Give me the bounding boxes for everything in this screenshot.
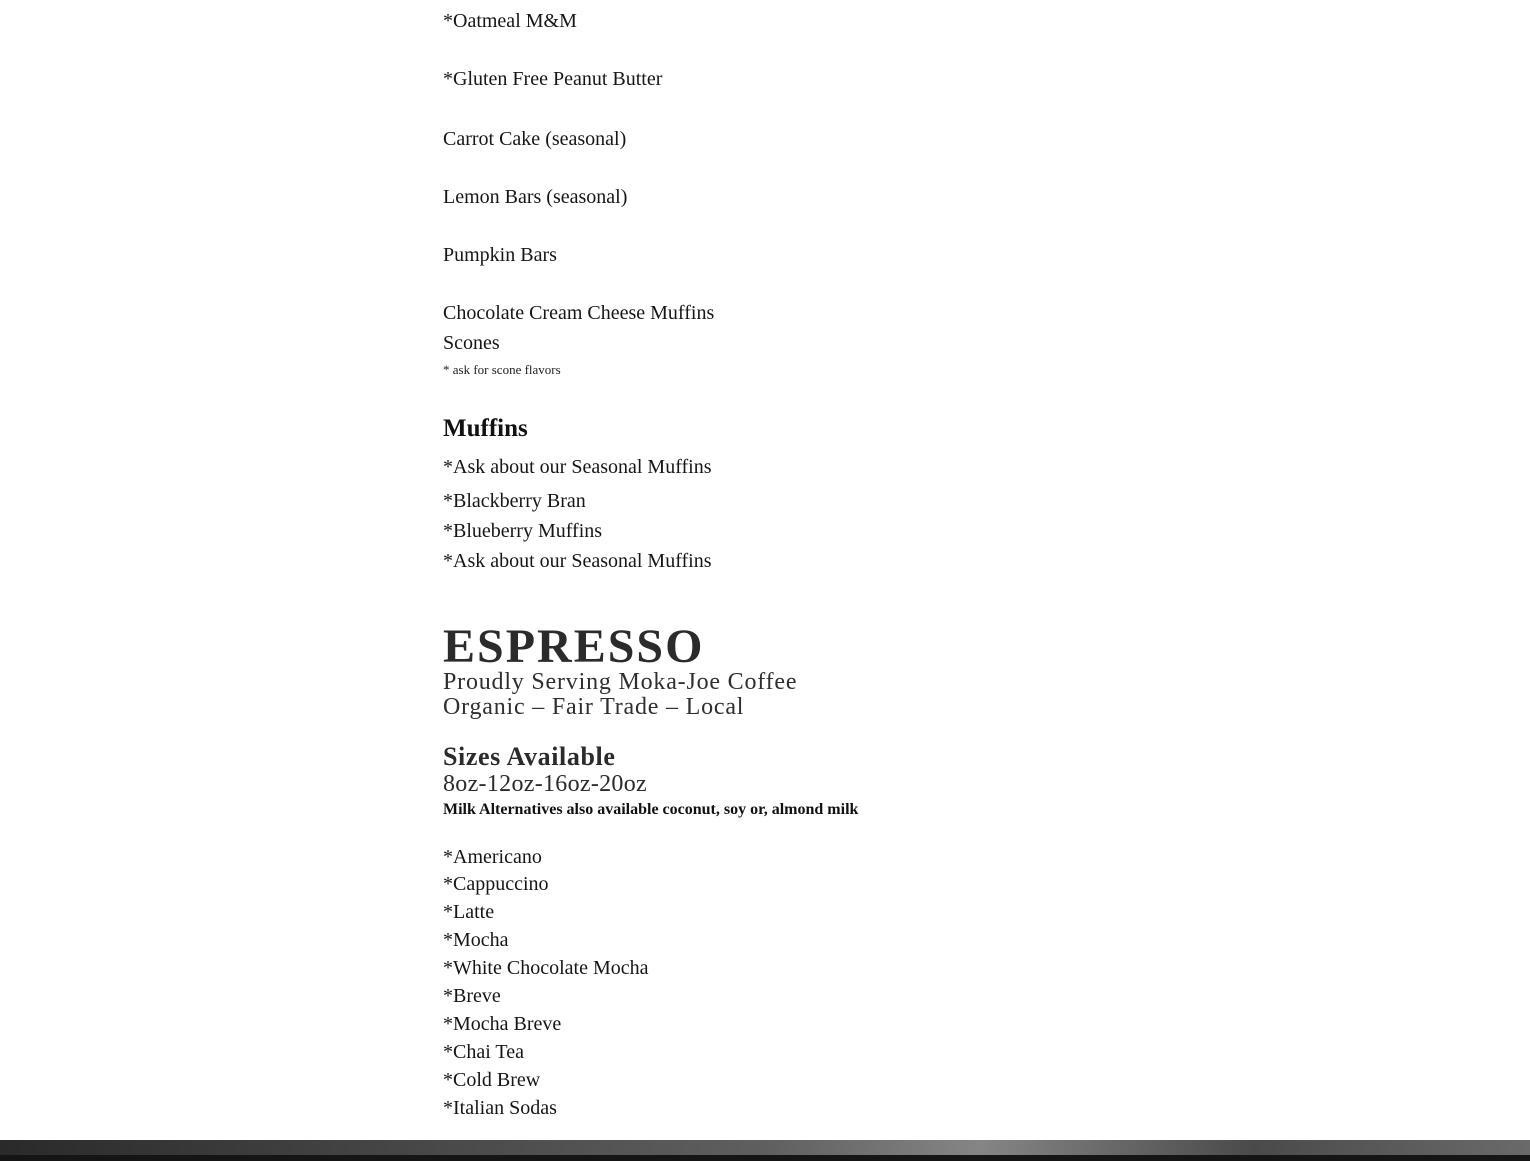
menu-item: Lemon Bars (seasonal) <box>443 186 628 208</box>
muffins-heading: Muffins <box>443 415 528 442</box>
drink-item: *Italian Sodas <box>443 1097 557 1119</box>
menu-item: Chocolate Cream Cheese Muffins <box>443 302 715 324</box>
menu-item: *Blackberry Bran <box>443 490 586 512</box>
menu-item: *Gluten Free Peanut Butter <box>443 68 663 90</box>
drink-item: *Breve <box>443 985 501 1007</box>
espresso-tagline: Organic – Fair Trade – Local <box>443 694 745 720</box>
menu-item: *Blueberry Muffins <box>443 520 603 542</box>
scone-flavors-note: * ask for scone flavors <box>443 362 561 377</box>
drink-item: *Mocha <box>443 929 509 951</box>
milk-alternatives-note: Milk Alternatives also available coconut, soy or, almond milk <box>443 801 859 818</box>
drink-item: *Latte <box>443 901 495 923</box>
menu-item: *Ask about our Seasonal Muffins <box>443 550 712 572</box>
menu-item: Carrot Cake (seasonal) <box>443 128 627 150</box>
menu-item: Pumpkin Bars <box>443 244 557 266</box>
menu-item: *Oatmeal M&M <box>443 10 577 32</box>
drink-item: *Americano <box>443 846 542 868</box>
drink-item: *Cappuccino <box>443 873 549 895</box>
drink-item: *Chai Tea <box>443 1041 524 1063</box>
footer-bar <box>0 1140 1530 1161</box>
espresso-heading: ESPRESSO <box>443 620 705 673</box>
menu-item: Scones <box>443 332 500 354</box>
drink-item: *Mocha Breve <box>443 1013 562 1035</box>
drink-item: *Cold Brew <box>443 1069 541 1091</box>
drink-item: *White Chocolate Mocha <box>443 957 649 979</box>
espresso-subtitle: Proudly Serving Moka-Joe Coffee <box>443 669 798 695</box>
sizes-heading: Sizes Available <box>443 742 616 771</box>
footer-bar-base <box>0 1155 1530 1161</box>
sizes-values: 8oz-12oz-16oz-20oz <box>443 771 647 797</box>
menu-item: *Ask about our Seasonal Muffins <box>443 456 712 478</box>
